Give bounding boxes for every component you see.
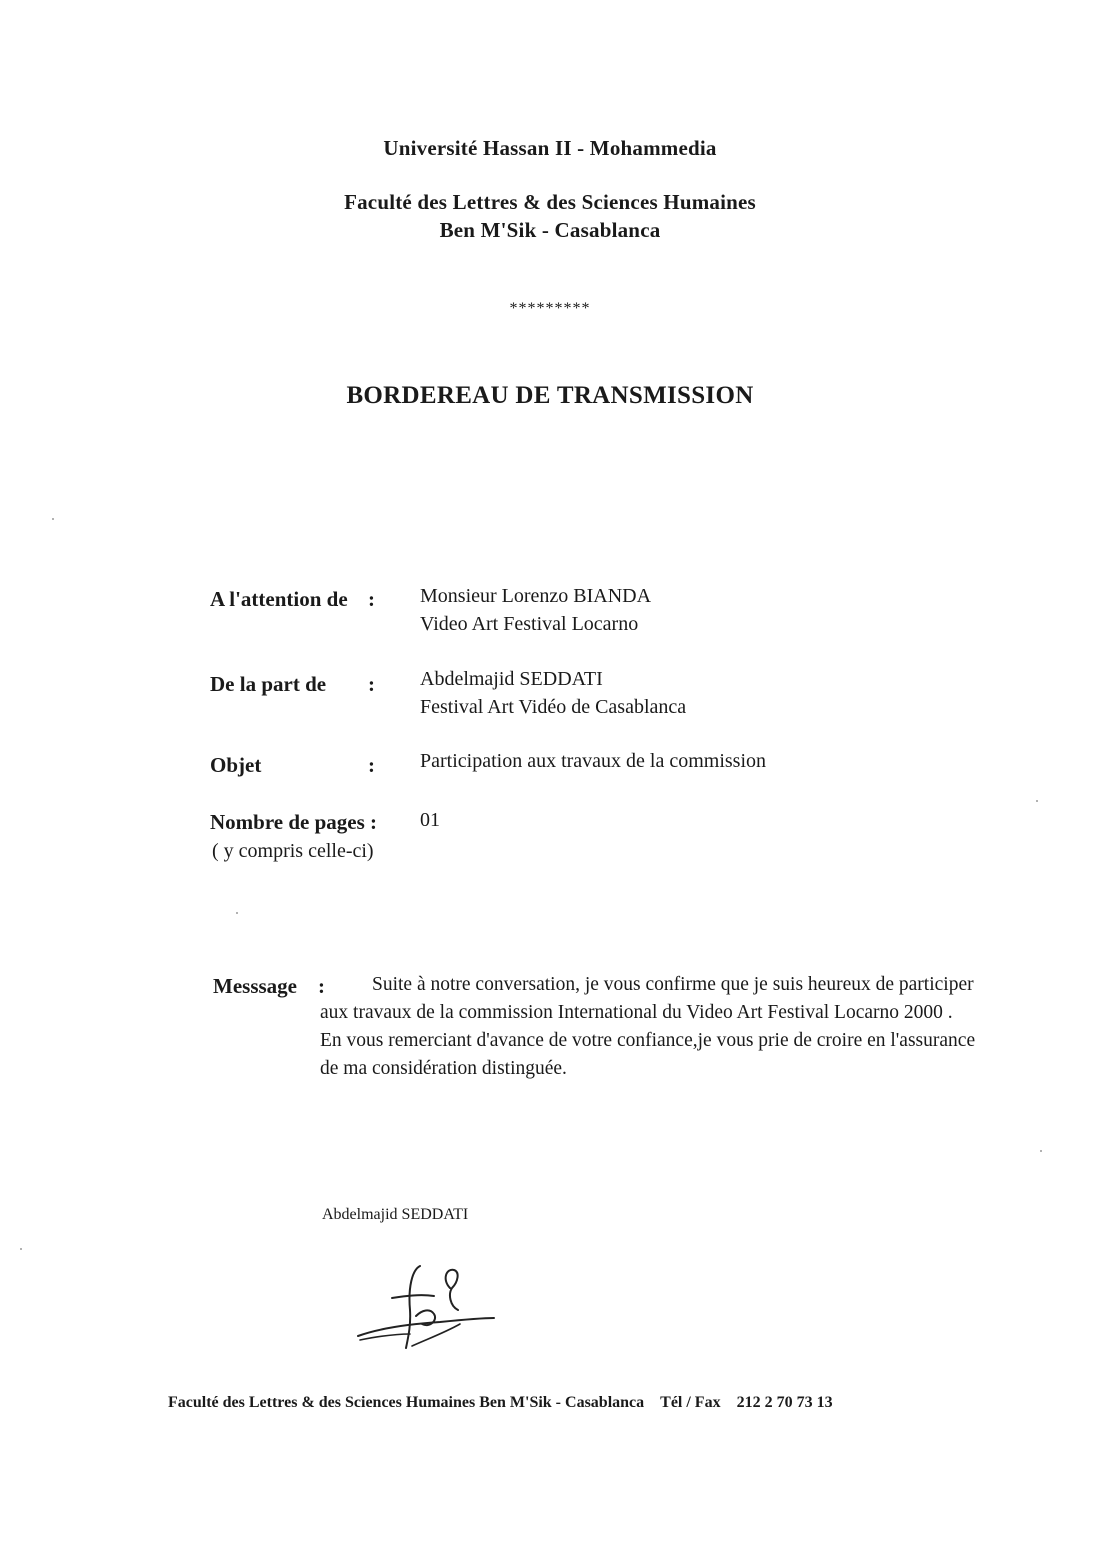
object-colon: : [368, 753, 375, 777]
from-colon: : [368, 672, 375, 696]
university-name: Université Hassan II - Mohammedia [383, 136, 717, 160]
separator-stars: ********* [509, 300, 591, 317]
handwritten-signature [350, 1258, 500, 1358]
scan-speck [20, 1248, 22, 1250]
attention-recipient: Monsieur Lorenzo BIANDA [420, 585, 652, 607]
attention-value [420, 582, 651, 638]
message-paragraph-1: Suite à notre conversation, je vous confirme que je suis heureux de participer aux travaux de la commission International du Video Art Festival Locarno 2000 . [320, 974, 974, 1023]
from-sender: Abdelmajid SEDDATI [420, 668, 603, 690]
object-label: Objet [210, 753, 262, 777]
scan-speck [52, 518, 54, 520]
attention-colon: : [368, 587, 375, 611]
footer [168, 1394, 833, 1412]
scan-speck [1040, 1150, 1042, 1152]
signatory-name: Abdelmajid SEDDATI [322, 1206, 469, 1223]
from-organization: Festival Art Vidéo de Casablanca [420, 696, 687, 718]
document-title: BORDEREAU DE TRANSMISSION [346, 382, 754, 409]
message-colon: : [318, 974, 325, 998]
pages-label: Nombre de pages : [210, 810, 378, 834]
faculty-location: Ben M'Sik - Casablanca [439, 218, 661, 242]
footer-contact-number: 212 2 70 73 13 [736, 1394, 833, 1411]
faculty-name: Faculté des Lettres & des Sciences Humaines [344, 190, 756, 214]
attention-label: A l'attention de [210, 587, 348, 611]
pages-note: ( y compris celle-ci) [212, 840, 374, 862]
message-label: Messsage [213, 974, 297, 998]
pages-value: 01 [420, 809, 440, 831]
footer-contact-label: Tél / Fax [660, 1394, 721, 1411]
from-label: De la part de [210, 672, 327, 696]
message-body [320, 971, 980, 1083]
from-value [420, 665, 686, 721]
message-paragraph-2: En vous remerciant d'avance de votre confiance,je vous prie de croire en l'assurance de ma considération distinguée. [320, 1030, 976, 1079]
object-value: Participation aux travaux de la commission [420, 750, 767, 772]
attention-organization: Video Art Festival Locarno [420, 613, 639, 635]
scan-speck [236, 912, 238, 914]
scan-speck [1036, 800, 1038, 802]
footer-address: Faculté des Lettres & des Sciences Humaines Ben M'Sik - Casablanca [168, 1394, 645, 1411]
